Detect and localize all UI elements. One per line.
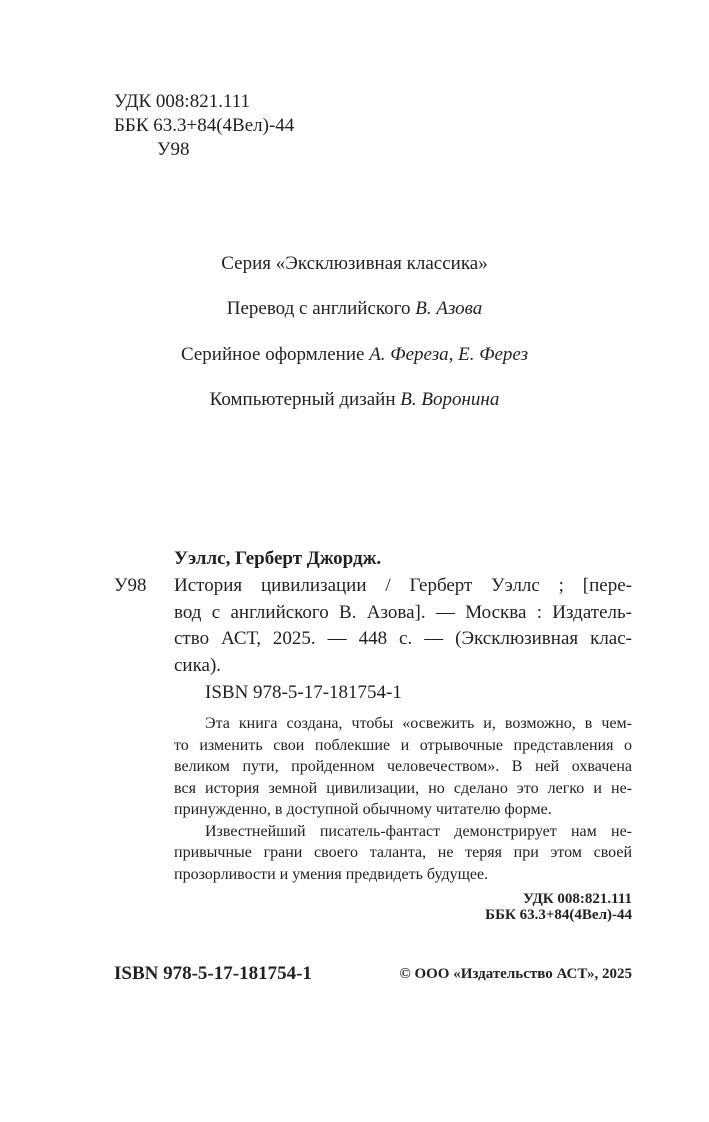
author-sign-top: У98 bbox=[157, 139, 190, 160]
record-author-sign: У98 bbox=[114, 575, 147, 596]
series-line: Серия «Эксклюзивная классика» bbox=[221, 253, 488, 274]
record-author: Уэллс, Герберт Джордж. bbox=[174, 548, 382, 569]
bbk-code-bottom: ББК 63.3+84(4Вел)-44 bbox=[485, 907, 632, 923]
translator-name: В. Азова bbox=[415, 298, 483, 319]
bibliographic-description bbox=[174, 573, 632, 680]
udk-code-bottom: УДК 008:821.111 bbox=[522, 891, 632, 907]
annotation-line: то изменить свои поблекшие и отрывочные представления о bbox=[174, 736, 632, 754]
udk-code-top: УДК 008:821.111 bbox=[114, 91, 251, 112]
design-label: Серийное оформление bbox=[180, 344, 370, 365]
biblio-line: вод с английского В. Азова]. — Москва : Издатель- bbox=[174, 601, 632, 623]
annotation-line: Известнейший писатель-фантаст демонстрирует нам не- bbox=[205, 822, 632, 840]
computer-designer-name: В. Воронина bbox=[400, 389, 500, 410]
designer-names: А. Фереза, Е. Ферез bbox=[369, 344, 529, 365]
design-credit bbox=[0, 343, 709, 367]
annotation-line: великом пути, пройденном человечеством». В ней охвачена bbox=[174, 758, 632, 775]
annotation-line: привычные грани своего таланта, не теряя при этом своей bbox=[174, 844, 632, 861]
annotation-line: прозорливости и умения предвидеть будущее. bbox=[174, 865, 489, 883]
computer-design-label: Компьютерный дизайн bbox=[209, 389, 401, 410]
translation-credit bbox=[0, 297, 709, 321]
annotation-line: принужденно, в доступной обычному читателю форме. bbox=[174, 801, 552, 818]
annotation bbox=[174, 713, 632, 885]
biblio-line: ство АСТ, 2025. — 448 с. — (Эксклюзивная клас- bbox=[174, 628, 632, 650]
biblio-line: История цивилизации / Герберт Уэллс ; [пере- bbox=[174, 575, 632, 596]
annotation-line: вся история земной цивилизации, но сделано это легко и не- bbox=[174, 779, 632, 797]
copyright-notice: © ООО «Издательство АСТ», 2025 bbox=[399, 966, 632, 982]
record-isbn: ISBN 978-5-17-181754-1 bbox=[205, 682, 402, 703]
translation-label: Перевод с английского bbox=[226, 298, 416, 319]
annotation-line: Эта книга создана, чтобы «освежить и, возможно, в чем- bbox=[205, 715, 632, 732]
biblio-line: сика). bbox=[174, 655, 222, 677]
computer-design-credit bbox=[0, 388, 709, 412]
footer-isbn: ISBN 978-5-17-181754-1 bbox=[114, 963, 312, 984]
bbk-code-top: ББК 63.3+84(4Вел)-44 bbox=[114, 115, 295, 136]
